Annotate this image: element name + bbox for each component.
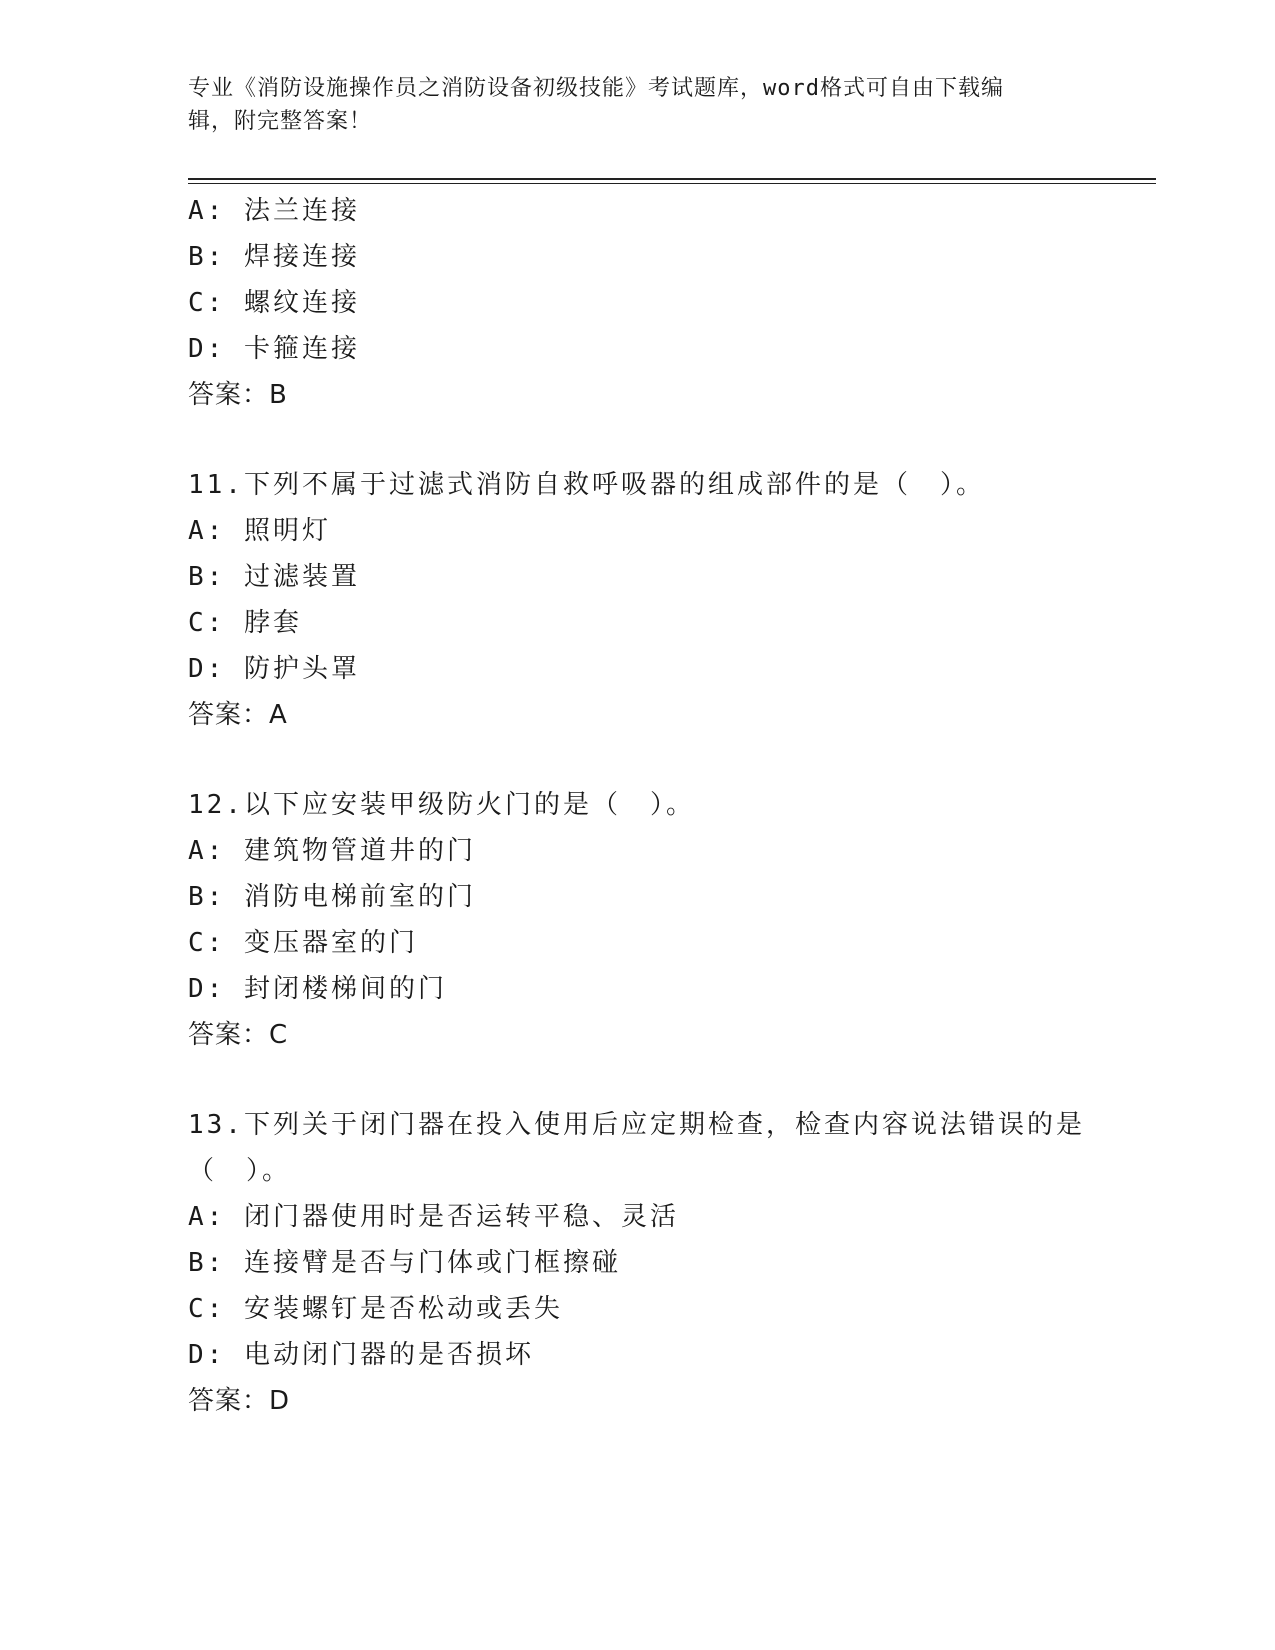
option-b: B: 过滤装置 <box>188 562 360 592</box>
question-list <box>188 188 1156 1424</box>
option-a: A: 法兰连接 <box>188 196 360 226</box>
answer: 答案：A <box>188 700 288 730</box>
option-b: B: 焊接连接 <box>188 242 360 272</box>
question-12 <box>188 782 1156 1058</box>
question-stem: 11.下列不属于过滤式消防自救呼吸器的组成部件的是（ ）。 <box>188 470 985 500</box>
option-c: C: 脖套 <box>188 608 302 638</box>
option-c: C: 安装螺钉是否松动或丢失 <box>188 1294 563 1324</box>
option-d: D: 卡箍连接 <box>188 334 360 364</box>
header-line-1: 专业《消防设施操作员之消防设备初级技能》考试题库，word格式可自由下载编 <box>188 76 1004 101</box>
question-stem-line-2: （ ）。 <box>188 1156 292 1186</box>
option-a: A: 照明灯 <box>188 516 331 546</box>
option-d: D: 封闭楼梯间的门 <box>188 974 447 1004</box>
question-stem: 12.以下应安装甲级防火门的是（ ）。 <box>188 790 695 820</box>
header-divider-thick <box>188 178 1156 180</box>
option-d: D: 电动闭门器的是否损坏 <box>188 1340 534 1370</box>
answer: 答案：C <box>188 1020 289 1050</box>
spacer <box>188 418 1156 462</box>
header-line-2: 辑，附完整答案！ <box>188 109 373 134</box>
question-13 <box>188 1102 1156 1424</box>
question-stem-line-1: 13.下列关于闭门器在投入使用后应定期检查，检查内容说法错误的是 <box>188 1110 1085 1140</box>
option-d: D: 防护头罩 <box>188 654 360 684</box>
answer: 答案：B <box>188 380 288 410</box>
question-11 <box>188 462 1156 738</box>
answer: 答案：D <box>188 1386 291 1416</box>
spacer <box>188 738 1156 782</box>
spacer <box>188 1058 1156 1102</box>
header-divider-thin <box>188 183 1156 184</box>
option-b: B: 消防电梯前室的门 <box>188 882 476 912</box>
option-a: A: 闭门器使用时是否运转平稳、灵活 <box>188 1202 679 1232</box>
option-c: C: 螺纹连接 <box>188 288 360 318</box>
question-10 <box>188 188 1156 418</box>
option-a: A: 建筑物管道井的门 <box>188 836 476 866</box>
option-c: C: 变压器室的门 <box>188 928 418 958</box>
document-header <box>188 72 1068 138</box>
option-b: B: 连接臂是否与门体或门框擦碰 <box>188 1248 621 1278</box>
